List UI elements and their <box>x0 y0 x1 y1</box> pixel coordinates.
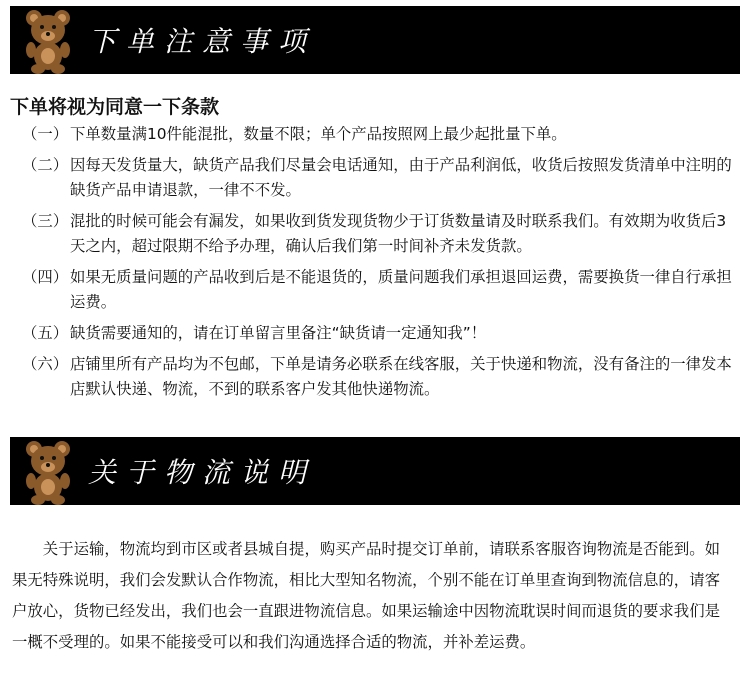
term-number: （二） <box>22 156 69 174</box>
terms-heading: 下单将视为同意一下条款 <box>10 96 220 118</box>
term-text: 如果无质量问题的产品收到后是不能退货的，质量问题我们承担退回运费，需要换货一律自行承担运费。 <box>70 268 732 311</box>
section-title: 关于物流说明 <box>88 456 317 489</box>
term-number: （五） <box>22 324 69 342</box>
term-number: （一） <box>22 125 69 143</box>
section-banner-logistics <box>10 437 740 505</box>
term-text: 混批的时候可能会有漏发，如果收到货发现货物少于订货数量请及时联系我们。有效期为收货后3天之内，超过限期不给予办理，确认后我们第一时间补齐未发货款。 <box>70 212 727 255</box>
list-item <box>22 321 732 346</box>
list-item <box>22 265 732 315</box>
teddy-bear-icon <box>18 6 78 74</box>
list-item <box>22 122 732 147</box>
list-item <box>22 352 732 402</box>
order-terms-list <box>22 122 732 408</box>
list-item <box>22 209 732 259</box>
term-number: （四） <box>22 268 69 286</box>
logistics-paragraph: 关于运输，物流均到市区或者县城自提，购买产品时提交订单前，请联系客服咨询物流是否能到。如果无特殊说明，我们会发默认合作物流，相比大型知名物流，个别不能在订单里查询到物流信息的，请客户放心，货物已经发出，我们也会一直跟进物流信息。如果运输途中因物流耽误时间而退货的要求我们是一概不受理的。如果不能接受可以和我们沟通选择合适的物流，并补差运费。 <box>12 540 720 651</box>
term-number: （三） <box>22 212 69 230</box>
term-text: 下单数量满10件能混批，数量不限；单个产品按照网上最少起批量下单。 <box>70 125 567 143</box>
list-item <box>22 153 732 203</box>
term-text: 因每天发货量大，缺货产品我们尽量会电话通知，由于产品利润低，收货后按照发货清单中注明的缺货产品申请退款，一律不不发。 <box>70 156 732 199</box>
term-text: 缺货需要通知的，请在订单留言里备注“缺货请一定通知我”！ <box>70 324 487 342</box>
section-banner-order-notes <box>10 6 740 74</box>
section-title: 下单注意事项 <box>88 25 317 58</box>
teddy-bear-icon <box>18 437 78 505</box>
term-number: （六） <box>22 355 69 373</box>
term-text: 店铺里所有产品均为不包邮，下单是请务必联系在线客服，关于快递和物流，没有备注的一律发本店默认快递、物流，不到的联系客户发其他快递物流。 <box>70 355 732 398</box>
